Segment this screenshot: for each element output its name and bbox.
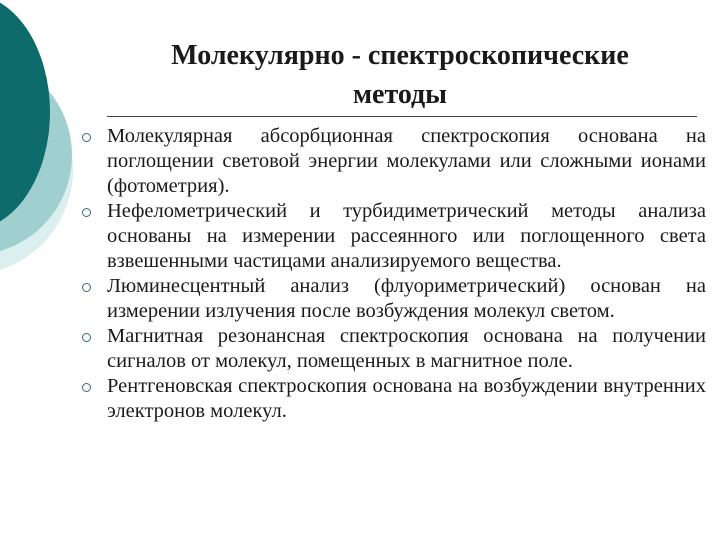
bullet-item xyxy=(74,124,706,199)
bullet-circle-icon xyxy=(82,208,91,217)
decorative-circles xyxy=(0,0,80,290)
slide-title xyxy=(100,36,700,114)
bullet-item xyxy=(74,374,706,424)
bullet-text: Магнитная резонансная спектроскопия основана на получении сигналов от молекул, помещенных в магнитное поле. xyxy=(107,325,706,372)
bullet-list xyxy=(74,124,706,424)
bullet-item xyxy=(74,324,706,374)
bullet-circle-icon xyxy=(82,283,91,292)
bullet-item xyxy=(74,274,706,324)
bullet-text: Рентгеновская спектроскопия основана на возбуждении внутренних электронов молекул. xyxy=(107,375,706,422)
title-divider xyxy=(107,116,697,117)
bullet-text: Молекулярная абсорбционная спектроскопия основана на поглощении световой энергии молекулами или сложными ионами (фотометрия). xyxy=(107,125,706,197)
title-line-2: методы xyxy=(352,79,448,110)
bullet-circle-icon xyxy=(82,133,91,142)
bullet-circle-icon xyxy=(82,383,91,392)
bullet-text: Люминесцентный анализ (флуориметрический) основан на измерении излучения после возбуждения молекул светом. xyxy=(107,275,706,322)
bullet-circle-icon xyxy=(82,333,91,342)
title-line-1: Молекулярно - спектроскопические xyxy=(171,40,629,71)
bullet-text: Нефелометрический и турбидиметрический методы анализа основаны на измерении рассеянного или поглощенного света взвешенными частицами анализируемого вещества. xyxy=(107,200,706,272)
bullet-item xyxy=(74,199,706,274)
